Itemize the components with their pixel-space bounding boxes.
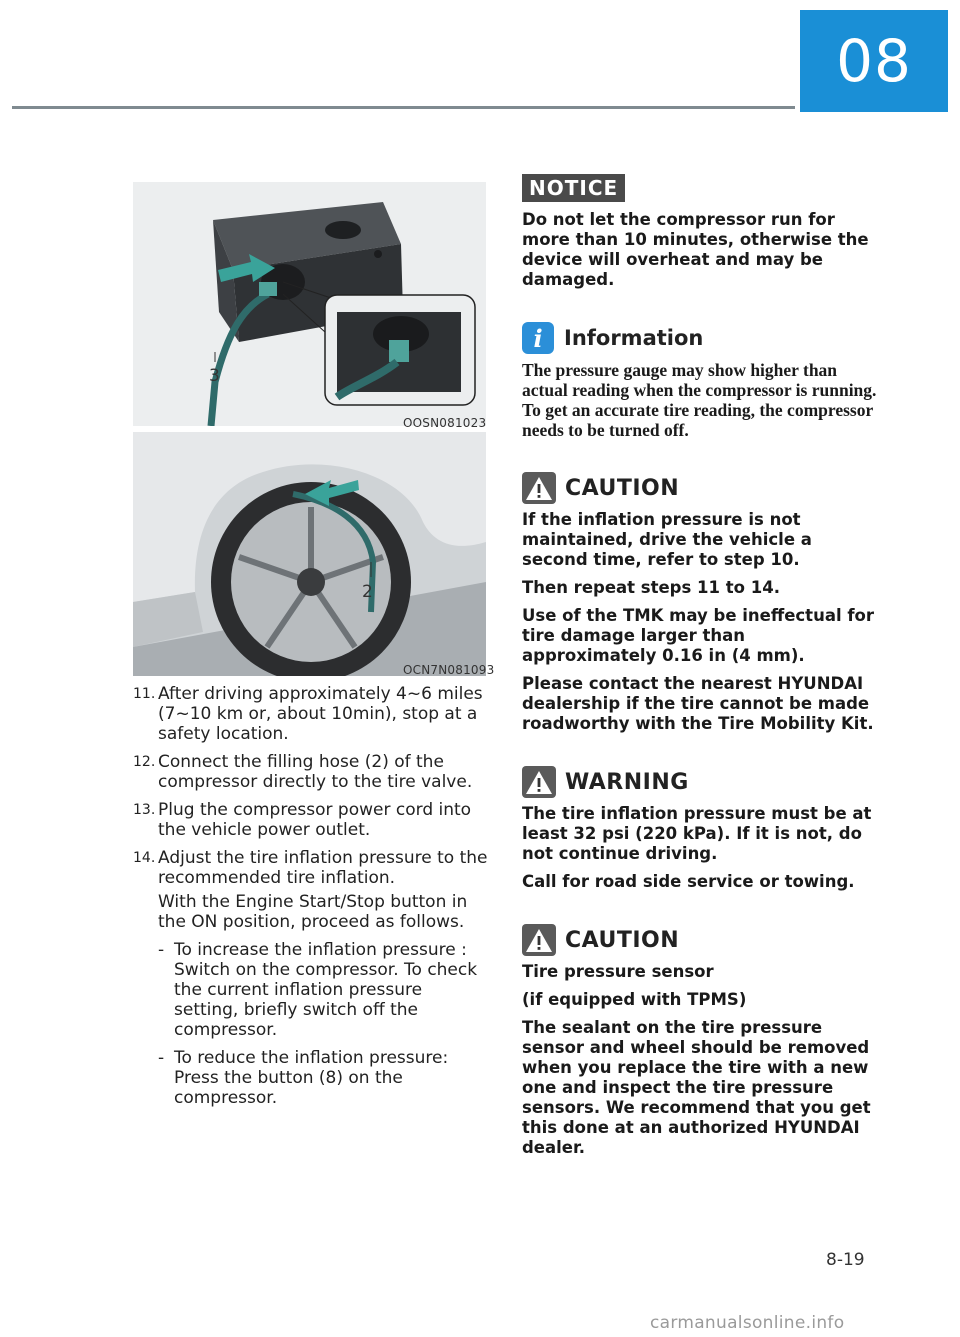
caution-text: (if equipped with TPMS): [522, 990, 747, 1009]
caution-text: If the inflation pressure is not maintained, drive the vehicle a second time, refer to step 10.: [522, 510, 812, 569]
step-paragraph: With the Engine Start/Stop button in the ON position, proceed as follows.: [158, 892, 468, 932]
callout-2: 2: [362, 582, 373, 602]
list-item: [133, 752, 489, 792]
step-text: Plug the compressor power cord into the vehicle power outlet.: [158, 800, 472, 840]
warning-title: WARNING: [565, 769, 689, 795]
caution-text: The sealant on the tire pressure sensor and wheel should be removed when you replace the tire with a new one and inspect the tire pressure sensors. We recommend that you get this done at an authorized HYUNDAI dealer.: [522, 1018, 871, 1157]
figure-code: OCN7N081093: [403, 663, 495, 677]
step-number: 11.: [133, 686, 156, 702]
step-text: After driving approximately 4~6 miles (7~10 km or, about 10min), stop at a safety location.: [158, 684, 483, 744]
list-item: [133, 800, 489, 840]
callout-3: 3: [209, 366, 220, 386]
figure-code: OOSN081023: [403, 416, 487, 430]
chapter-number: 08: [836, 27, 912, 95]
watermark: carmanualsonline.info: [650, 1313, 845, 1333]
compressor-illustration: [133, 182, 486, 426]
caution-text: Then repeat steps 11 to 14.: [522, 578, 780, 597]
warning-box: [522, 766, 878, 892]
notice-box: [522, 174, 878, 290]
caution-box: [522, 472, 878, 734]
header-rule: [12, 106, 795, 109]
sub-text: To reduce the inflation pressure: Press the button (8) on the compressor.: [174, 1048, 449, 1108]
step-number: 12.: [133, 754, 156, 770]
info-text: The pressure gauge may show higher than actual reading when the compressor is running. To get an accurate tire reading, the compressor needs to be turned off.: [522, 360, 877, 440]
caution-text: Use of the TMK may be ineffectual for tire damage larger than approximately 0.16 in (4 mm).: [522, 606, 875, 665]
caution-text: Please contact the nearest HYUNDAI dealership if the tire cannot be made roadworthy with the Tire Mobility Kit.: [522, 674, 874, 733]
warning-triangle-icon: [522, 766, 556, 798]
figure-wheel: [133, 432, 486, 676]
figure-compressor: [133, 182, 486, 426]
warning-text: The tire inflation pressure must be at least 32 psi (220 kPa). If it is not, do not continue driving.: [522, 804, 872, 863]
step-text: Adjust the tire inflation pressure to the recommended tire inflation.: [158, 848, 488, 888]
step-number: 13.: [133, 802, 156, 818]
caution-title: CAUTION: [565, 475, 680, 501]
step-text: Connect the filling hose (2) of the compressor directly to the tire valve.: [158, 752, 473, 792]
chapter-tab: [800, 10, 948, 112]
right-column: [522, 174, 878, 1158]
wheel-illustration: [133, 432, 486, 676]
notice-text: Do not let the compressor run for more than 10 minutes, otherwise the device will overheat and may be damaged.: [522, 210, 869, 289]
sub-item: [158, 1048, 489, 1108]
sub-dash: -: [158, 1048, 165, 1068]
info-title: Information: [564, 326, 704, 350]
caution-text: Tire pressure sensor: [522, 962, 714, 981]
warning-text: Call for road side service or towing.: [522, 872, 855, 891]
list-item: [133, 684, 489, 744]
warning-triangle-icon: [522, 924, 556, 956]
warning-triangle-icon: [522, 472, 556, 504]
sub-dash: -: [158, 940, 165, 960]
information-box: [522, 322, 878, 440]
list-item: [133, 848, 489, 1108]
info-icon: i: [522, 322, 554, 354]
page-number: 8-19: [826, 1250, 865, 1270]
caution-title: CAUTION: [565, 927, 680, 953]
steps-list: [133, 684, 489, 1116]
sub-text: To increase the inflation pressure : Switch on the compressor. To check the current inflation pressure setting, briefly switch off the compressor.: [174, 940, 478, 1040]
notice-label: NOTICE: [522, 174, 625, 202]
sub-item: [158, 940, 489, 1040]
caution-box: [522, 924, 878, 1158]
step-number: 14.: [133, 850, 156, 866]
